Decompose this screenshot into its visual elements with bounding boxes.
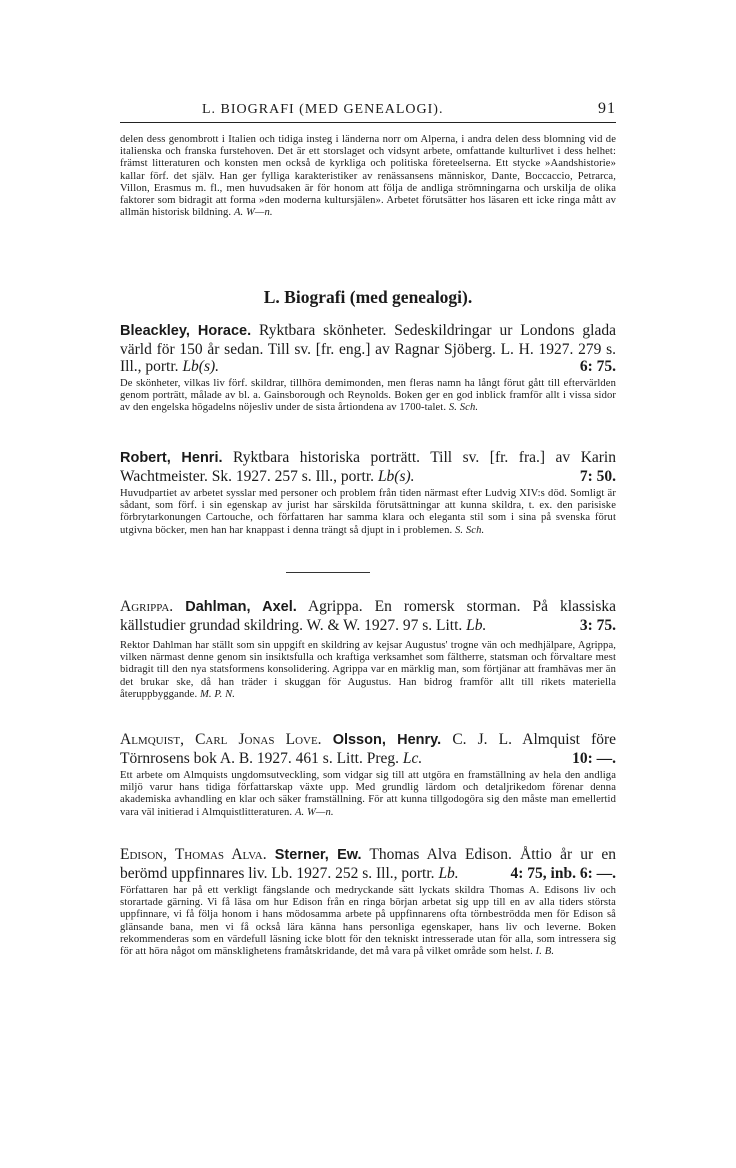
entry-dahlman-review: Rektor Dahlman har ställt som sin uppgift en skildring av kejsar Augustus' trogne vän och medhjälpare, Agrippa, vilken närmast denne genom sin insiktsfulla och kraftiga verksamhet som fältherre, statsman och förvaltare mest bidragit till den nya statsformens konsolidering. Agrippa var en märklig man, som förtjänar att framhävas mer än det brukar ske, då han träder i skuggan för Augustus. Han bidrog framför allt till rikets materiella återuppbyggande. M. P. N. [120,640,616,700]
entry-code: Lc. [402,749,423,767]
entry-subject: Agrippa. [120,598,174,615]
entry-price: 4: 75, inb. 6: —. [510,864,616,882]
section-title: L. Biografi (med genealogi). [263,287,473,307]
entry-text: Ryktbara historiska porträtt. Till sv. [fr. fra.] av Karin Wachtmeister. Sk. 1927. 257 s. Ill., portr. [120,449,616,485]
entry-olsson-review: Ett arbete om Almquists ungdomsutveckling, som vidgar sig till att utgöra en framställning av hela den andliga miljö varur hans tidiga författarskap växte upp. Med grundlig lärdom och detaljrikedom förenar denna akademiska avhandling en klar och säker framställning. För att kunna tillgodogöra sig den måste man emellertid vara väl initierad i Almquistlitteraturen. A. W—n. [120,770,616,818]
entry-author: Olsson, Henry. [332,732,442,748]
running-header [120,100,616,123]
entry-code: Lb. [438,864,459,882]
entry-sterner-review: Författaren har på ett verkligt fängslande och medryckande sätt lyckats skildra Thomas A. Edisons liv och storartade gärning. Vi få läsa om hur Edison från en ringa början arbetat sig upp till en av alla tiders största uppfinnare, vi få följa honom i hans mödosamma arbete på uppfinnarens ofta törnbeströdda men för Edison så glänsande bana, men vi få också lära känna hans personliga egenskaper, hans liv och leverne. Boken rekommenderas som en värdefull läsning icke blott för den tekniskt intresserade utan för alla, som intressera sig för att höra något om mänsklighetens framåtskridande, det må vara på vilket område som helst. I. B. [120,885,616,958]
entry-text: C. J. L. Almquist före Törnrosens bok A. B. 1927. 461 s. Litt. Preg. [120,731,617,767]
entry-price: 7: 50. [579,467,616,485]
entry-code: Lb. [466,616,487,634]
entry-author: Sterner, Ew. [274,847,362,863]
entry-text: Thomas Alva Edison. Åttio år ur en berömd uppfinnares liv. Lb. 1927. 252 s. Ill., portr. [120,846,616,882]
section-divider [286,572,370,573]
entry-bleackley-review: De skönheter, vilkas liv förf. skildrar, tillhöra demimonden, men fleras namn ha långt förut gått till eftervärlden genom porträtt, målade av bl. a. Gainsborough och Reynolds. Boken ger en god inblick framför allt i vissa sidor av den engelska högadelns nöjesliv under de sista årtiondena av 1700-talet. S. Sch. [120,378,616,414]
entry-bleackley-heading [120,322,616,376]
review-signature: M. P. N. [199,688,235,700]
entry-subject: Almquist, Carl Jonas Love. [120,731,322,748]
intro-paragraph: delen dess genombrott i Italien och tidiga insteg i länderna norr om Alperna, i andra delen dess blomning vid de italienska och franska furstehoven. Det är ett storslaget och vidsynt arbete, omfattande kulturlivet i dess helhet: främst litteraturen och konsten men också de kyrkliga och politiska företeelserna. Ett stycke »Aandshistorie» kallar förf. det själv. Han ger fylliga karakteristiker av renässansens människor, Dante, Boccaccio, Petrarca, Villon, Erasmus m. fl., men huvudsaken är för honom att följa de andliga strömningarna och urskilja de olika faktorer som bidragit att forma »den moderna kultursjälen». Arbetet förutsätter hos läsaren ett icke ringa mått av allmän historisk bildning. A. W—n. [120,134,616,219]
review-signature: S. Sch. [448,402,479,414]
entry-price: 6: 75. [579,358,616,375]
review-signature: I. B. [535,946,555,958]
intro-signature: A. W—n. [233,207,273,219]
entry-olsson-heading [120,731,616,767]
entry-text: Agrippa. En romersk storman. På klassiska källstudier grundad skildring. W. & W. 1927. 97 s. Litt. [120,598,616,634]
page-number: 91 [598,100,616,117]
review-signature: A. W—n. [294,806,334,818]
entry-robert-heading [120,449,616,485]
review-signature: S. Sch. [455,524,485,536]
entry-code: Lb(s). [377,467,415,485]
entry-author: Robert, Henri. [120,450,223,466]
running-header-title: L. BIOGRAFI (MED GENEALOGI). [202,102,444,117]
entry-subject: Edison, Thomas Alva. [120,846,267,863]
entry-code: Lb(s). [182,358,220,375]
entry-author: Bleackley, Horace. [120,323,252,339]
entry-sterner-heading [120,846,616,882]
entry-dahlman-heading [120,598,616,634]
entry-price: 10: —. [572,749,616,767]
entry-author: Dahlman, Axel. [185,599,297,615]
entry-text: Ryktbara skönheter. Sedeskildringar ur Londons glada värld för 150 år sedan. Till sv. [fr. eng.] av Ragnar Sjöberg. L. H. 1927. 279 s. Ill., portr. [120,322,617,375]
entry-price: 3: 75. [579,616,616,634]
entry-robert-review: Huvudpartiet av arbetet sysslar med personer och problem från tiden närmast efter Ludvig XIV:s död. Somligt är sådant, som förf. i sin egenskap av jurist har särskilda förutsättningar att kunna skildra, t. ex. den parisiske förbrytarkonungen Cartouche, och författaren har samma klara och eleganta stil som i sina på svenska förut utgivna böcker, men han har knappast i denna trängt så djupt in i problemen. S. Sch. [120,488,616,536]
